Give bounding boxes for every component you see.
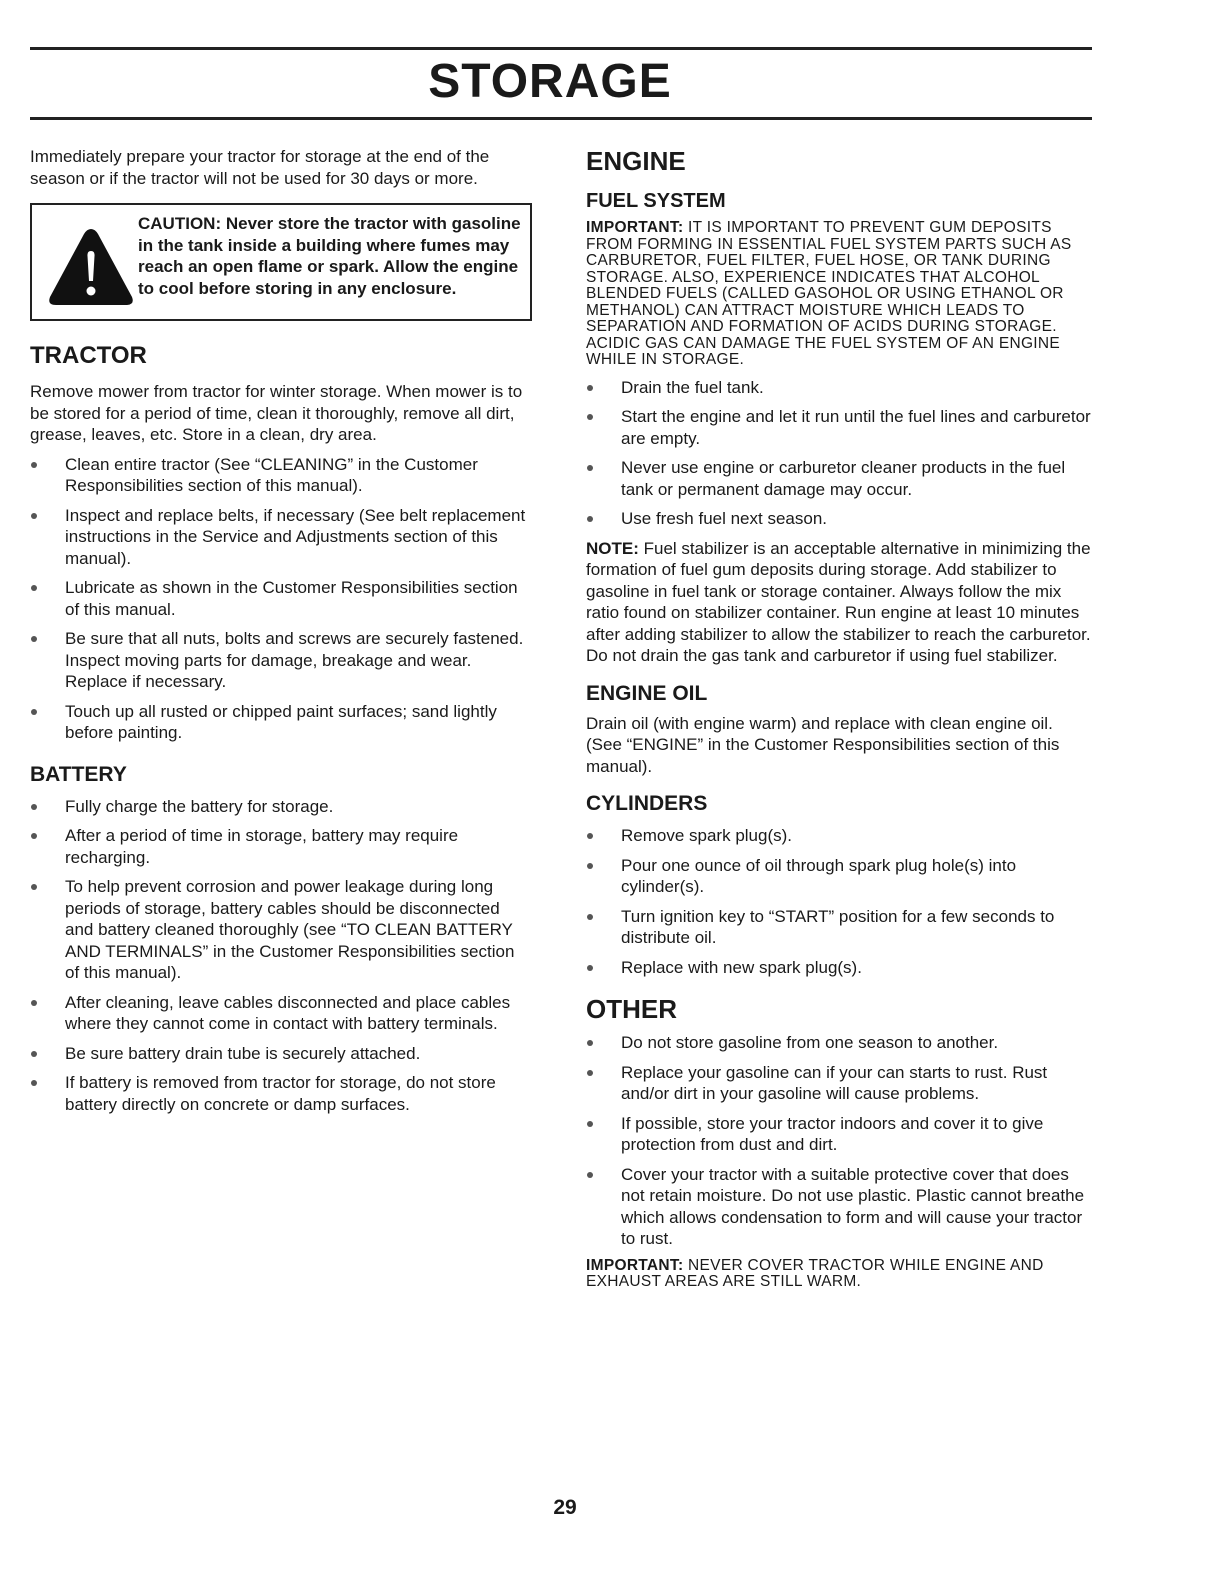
caution-box [30, 203, 532, 321]
note-label: NOTE: [586, 538, 639, 558]
list-item [586, 1164, 1092, 1250]
bullet-icon [587, 1121, 593, 1127]
title-underline-rule [30, 117, 1092, 120]
bullet-icon [587, 385, 593, 391]
final-important-paragraph [586, 1258, 1092, 1291]
bullet-icon [31, 833, 37, 839]
list-item [30, 992, 532, 1035]
list-item [586, 957, 1092, 979]
bullet-icon [31, 884, 37, 890]
important-label: IMPORTANT: [586, 219, 684, 236]
other-heading: OTHER [586, 994, 677, 1024]
page-title: STORAGE [428, 55, 672, 108]
fuel-important-paragraph [586, 220, 1092, 369]
bullet-icon [31, 1051, 37, 1057]
warning-triangle-icon [46, 225, 136, 309]
list-item-text: Be sure battery drain tube is securely attached. [65, 1043, 421, 1063]
list-item [30, 577, 532, 620]
list-item-text: Remove spark plug(s). [621, 826, 793, 845]
list-item-text: Use fresh fuel next season. [621, 509, 828, 528]
list-item [30, 454, 532, 497]
list-item-text: To help prevent corrosion and power leakage during long periods of storage, battery cables should be disconnected and battery cleaned thoroughly (see “TO CLEAN BATTERY AND TERMINALS” in the Customer Responsibilities section of this manual). [65, 877, 515, 982]
list-item [30, 701, 532, 744]
list-item [586, 855, 1092, 898]
battery-list [30, 796, 532, 1116]
list-item [586, 1062, 1092, 1105]
list-item-text: After a period of time in storage, battery may require recharging. [65, 826, 459, 867]
list-item-text: Fully charge the battery for storage. [65, 796, 334, 816]
bullet-icon [31, 709, 37, 715]
bullet-icon [31, 1080, 37, 1086]
bullet-icon [587, 516, 593, 522]
list-item-text: Replace your gasoline can if your can starts to rust. Rust and/or dirt in your gasoline will cause problems. [621, 1062, 1048, 1103]
important-text: IT IS IMPORTANT TO PREVENT GUM DEPOSITS FROM FORMING IN ESSENTIAL FUEL SYSTEM PARTS SUCH AS CARBURETOR, FUEL FILTER, FUEL HOSE, OR TANK DURING STORAGE. ALSO, EXPERIENCE INDICATES THAT ALCOHOL BLENDED FUELS (CALLED GASOHOL OR USING ETHANOL OR METHANOL) CAN ATTRACT MOISTURE WHICH LEADS TO SEPARATION AND FORMATION OF ACIDS DURING STORAGE. ACIDIC GAS CAN DAMAGE THE FUEL SYSTEM OF AN ENGINE WHILE IN STORAGE. [586, 219, 1072, 368]
list-item-text: Never use engine or carburetor cleaner products in the fuel tank or permanent damage may occur. [621, 458, 1066, 499]
list-item [586, 1113, 1092, 1156]
tractor-list [30, 454, 532, 744]
list-item [30, 796, 532, 818]
list-item [30, 505, 532, 570]
cylinders-list [586, 825, 1092, 978]
list-item [586, 1032, 1092, 1054]
list-item-text: Cover your tractor with a suitable protective cover that does not retain moisture. Do not use plastic. Plastic cannot breathe which allows condensation to form and will cause your tractor to rust. [621, 1164, 1085, 1248]
list-item-text: Clean entire tractor (See “CLEANING” in the Customer Responsibilities section of this manual). [65, 454, 478, 495]
bullet-icon [31, 585, 37, 591]
list-item-text: Do not store gasoline from one season to another. [621, 1033, 999, 1052]
other-list [586, 1032, 1092, 1250]
intro-paragraph: Immediately prepare your tractor for storage at the end of the season or if the tractor will not be used for 30 days or more. [30, 147, 490, 188]
list-item [30, 1043, 532, 1065]
bullet-icon [587, 1172, 593, 1178]
important-label: IMPORTANT: [586, 1256, 684, 1274]
fuel-system-heading: FUEL SYSTEM [586, 190, 726, 212]
list-item-text: Drain the fuel tank. [621, 377, 764, 397]
left-column [30, 146, 532, 1123]
bullet-icon [587, 863, 593, 869]
top-rule [30, 47, 1092, 50]
list-item-text: If battery is removed from tractor for storage, do not store battery directly on concrete or damp surfaces. [65, 1073, 496, 1114]
battery-heading: BATTERY [30, 762, 127, 786]
bullet-icon [31, 636, 37, 642]
bullet-icon [587, 465, 593, 471]
list-item-text: If possible, store your tractor indoors and cover it to give protection from dust and dirt. [621, 1113, 1044, 1154]
right-column [586, 146, 1092, 1291]
list-item [30, 876, 532, 984]
bullet-icon [31, 1000, 37, 1006]
list-item-text: Touch up all rusted or chipped paint surfaces; sand lightly before painting. [65, 701, 497, 742]
list-item [586, 406, 1092, 449]
list-item [586, 377, 1092, 399]
bullet-icon [587, 833, 593, 839]
list-item-text: Replace with new spark plug(s). [621, 957, 862, 977]
bullet-icon [587, 414, 593, 420]
bullet-icon [31, 462, 37, 468]
list-item [30, 628, 532, 693]
fuel-list [586, 377, 1092, 530]
list-item-text: Start the engine and let it run until the fuel lines and carburetor are empty. [621, 407, 1091, 448]
bullet-icon [31, 804, 37, 810]
bullet-icon [587, 914, 593, 920]
bullet-icon [587, 1070, 593, 1076]
list-item [586, 457, 1092, 500]
engine-heading: ENGINE [586, 146, 686, 176]
bullet-icon [31, 513, 37, 519]
caution-text [138, 213, 522, 299]
engine-oil-heading: ENGINE OIL [586, 681, 708, 705]
caution-message: Never store the tractor with gasoline in the tank inside a building where fumes may reach an open flame or spark. Allow the engine to cool before storing in any enclosure. [138, 214, 521, 298]
list-item-text: Turn ignition key to “START” position for a few seconds to distribute oil. [621, 906, 1055, 947]
list-item-text: After cleaning, leave cables disconnected and place cables where they cannot come in contact with battery terminals. [65, 992, 511, 1033]
fuel-note-paragraph [586, 538, 1092, 667]
list-item [30, 825, 532, 868]
list-item-text: Inspect and replace belts, if necessary (See belt replacement instructions in the Service and Adjustments section of this manual). [65, 505, 526, 568]
list-item [586, 906, 1092, 949]
tractor-paragraph: Remove mower from tractor for winter storage. When mower is to be stored for a period of time, clean it thoroughly, remove all dirt, grease, leaves, etc. Store in a clean, dry area. [30, 382, 523, 444]
important-text: NEVER COVER TRACTOR WHILE ENGINE AND EXHAUST AREAS ARE STILL WARM. [586, 1256, 1044, 1290]
list-item-text: Be sure that all nuts, bolts and screws are securely fastened. Inspect moving parts for damage, breakage and wear. Replace if necessary. [65, 629, 524, 691]
page-number: 29 [553, 1496, 577, 1519]
list-item [586, 825, 1092, 847]
note-text: Fuel stabilizer is an acceptable alternative in minimizing the formation of fuel gum deposits during storage. Add stabilizer to gasoline in fuel tank or storage container. Always follow the mix ratio found on stabilizer container. Run engine at least 10 minutes after adding stabilizer to allow the stabilizer to reach the carburetor. Do not drain the gas tank and carburetor if using fuel stabilizer. [586, 538, 1091, 665]
engine-oil-paragraph: Drain oil (with engine warm) and replace with clean engine oil. (See “ENGINE” in the Customer Responsibilities section of this manual). [586, 713, 1060, 776]
list-item-text: Pour one ounce of oil through spark plug hole(s) into cylinder(s). [621, 855, 1017, 896]
bullet-icon [587, 1040, 593, 1046]
caution-label: CAUTION: [138, 214, 222, 233]
list-item [586, 508, 1092, 530]
tractor-heading: TRACTOR [30, 342, 147, 369]
bullet-icon [587, 965, 593, 971]
cylinders-heading: CYLINDERS [586, 792, 708, 815]
list-item-text: Lubricate as shown in the Customer Responsibilities section of this manual. [65, 578, 518, 619]
list-item [30, 1072, 532, 1115]
